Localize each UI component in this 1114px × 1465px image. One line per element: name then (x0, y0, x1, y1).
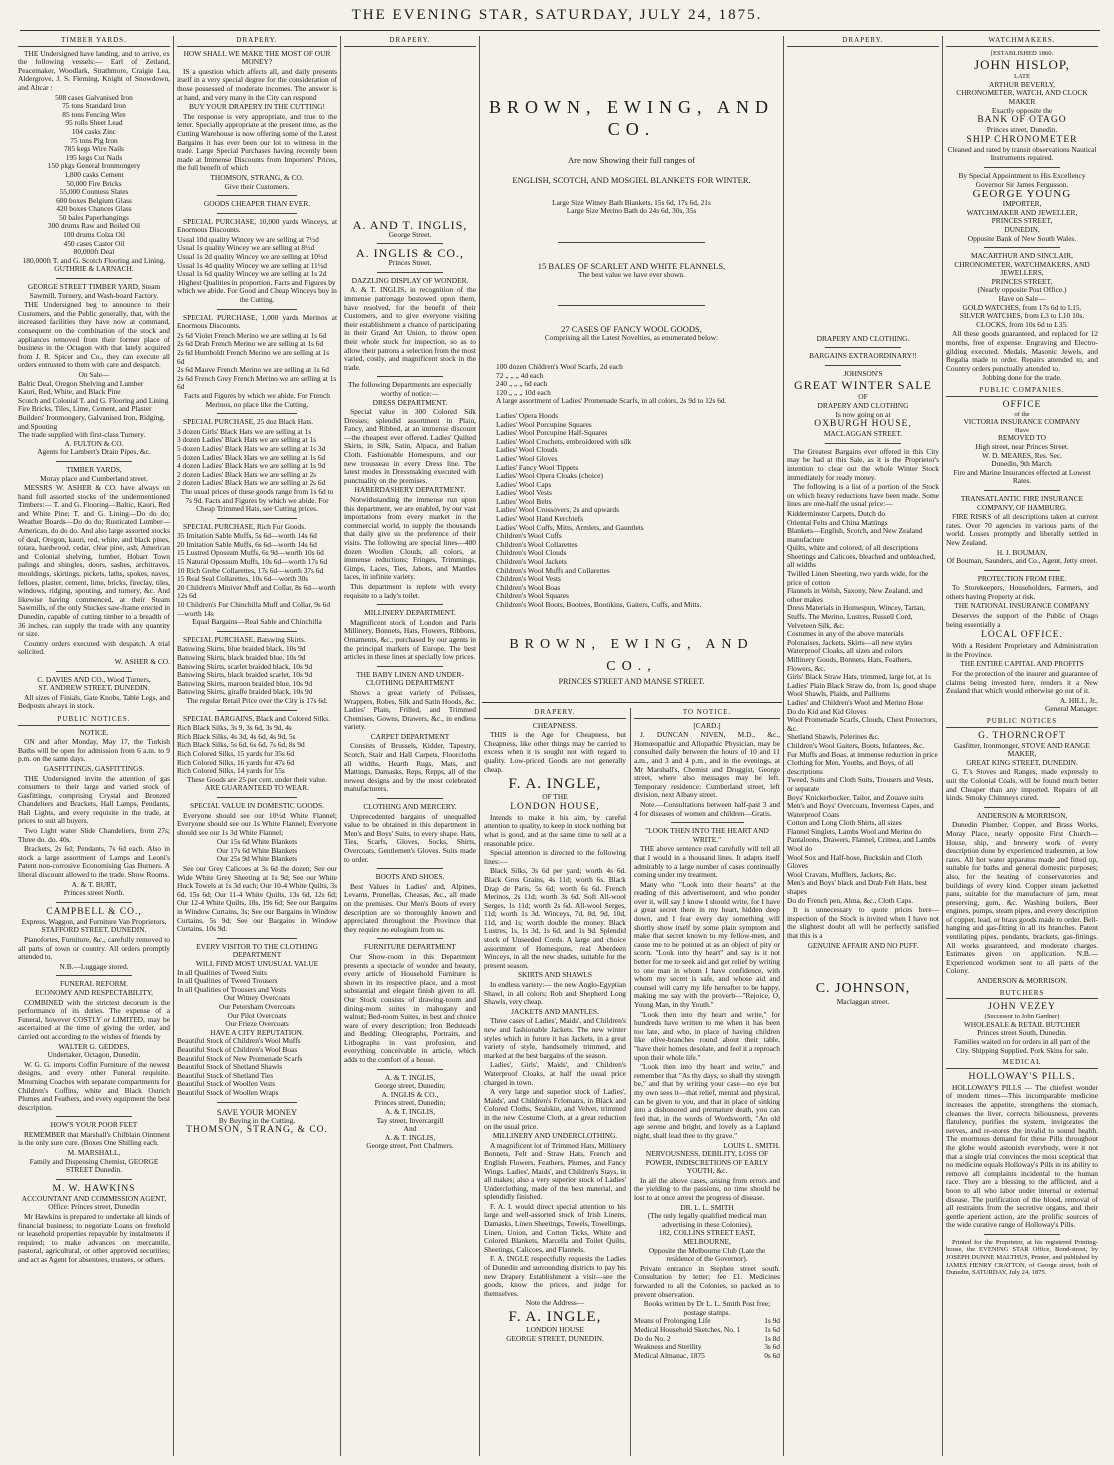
wool-goods-list: Ladies' Opera Hoods Ladies' Wool Porcupine Squares Ladies' Wool Porcupine Half-Squares Ladies' Wool Crochets, embroidered with silk Ladies' Wool Clouds Ladies' Wool Gloves Ladies' Fancy Wool Tippets Ladies' Wool Opera Cloaks (choice) Ladies' Wool Caps Ladies' Wool Vests Ladies' Wool Belts Ladies' Wool Crossovers, 2s and upwards Ladies' Wool Hand Kerchiefs Ladies' Wool Cuffs, Mitts, Armlets, and Gauntlets Children's Wool Cuffs Children's Wool Collarettes Children's Wool Clouds Children's Wool Jackets Children's Wool Muffs and Collarettes Children's Wool Vests Children's Wool Boas Children's Wool Squares Children's Wool Boots, Bootees, Bootikins, Gaiters, Cuffs, and Mitts. (496, 410, 702, 609)
ad-title: SHIP CHRONOMETER (966, 134, 1078, 145)
ad-body: Facts and Figures by which we abide. For French Merinos, no place like the Cutting. (184, 390, 330, 409)
ad-body: These Goods are 25 per cent. under their value. (187, 774, 327, 784)
ad-title: CLOTHING AND MERCERY. (363, 802, 457, 812)
column-watchmakers (946, 36, 1098, 1456)
ad-title: 15 BALES OF SCARLET AND WHITE FLANNELS, (537, 260, 726, 271)
sale-list: Baltic Deal, Oregon Shelving and Lumber Kauri, Red, White, and Black Pine Scotch and Colonial T. and G. Flooring and Lining Fire Bricks, Tiles, Lime, Cement, and Plaster Builders' Ironmongery, Galvanised Iron, Ridging, and Spouting The trade supplied with first-class Turnery. (18, 378, 169, 440)
ad-subline: Exactly opposite the (991, 105, 1053, 115)
advertiser-signature: BROWN, EWING, AND CO., (509, 636, 754, 674)
ad-title: TIMBER YARDS, (66, 464, 122, 474)
advertiser-signature: A. & T. BURT, (71, 879, 117, 889)
ad-body: F. A. I. would direct special attention to his large and well-assorted stock of Irish Linens, Damasks, Linen Sheetings, Towels, Towellings, Linen, Union, and Cotton Ticks, White and Colored Blankets, Marcella and Toilet Quilts, Sheetings, Calicoes, and Flannels. (484, 1201, 626, 1254)
ad-body: This department is replete with every requisite to a lady's toilet. (344, 581, 476, 600)
ad-title: A. AND T. INGLIS, (352, 217, 468, 232)
section-header: DRAPERY. (484, 708, 626, 719)
section-header: WATCHMAKERS. (946, 36, 1098, 47)
ad-title: G. THORNCROFT (978, 730, 1066, 741)
ad-body: The following is a list of a portion of the Stock on which heavy reductions have been made. Some lines are one-half the usual price:— (787, 482, 939, 509)
ad-title: SPECIAL PURCHASE, 25 doz Black Hats. (183, 417, 314, 427)
ad-body: Equal Bargains—Real Sable and Chinchilla (192, 617, 322, 627)
ad-subline: Princes street, Dunedin. (986, 125, 1058, 135)
ad-subline: ARTHUR BEVERLY, (988, 79, 1056, 89)
column-inglis (344, 36, 476, 1456)
ad-body: Our Show-room in this Department presents a spectacle of wonder and beauty, every article of Household Furniture is shown in its respective place, and a most substantial and elegant finish given to all. Our Stock consists of drawing-room and dining-room suites in mahogany and walnut; Bed-room Suites, in best and choice ware of every description; Iron Bedsteads and Bedding; Oleographs, Portraits, and Lithographs in vast profusion, and everything conceivable in article, which adds to the comfort of a house. (344, 951, 476, 1065)
ad-title: SPECIAL VALUE IN DOMESTIC GOODS. (190, 800, 324, 810)
ad-title: M. W. HAWKINS (52, 1183, 136, 1194)
ad-body: The Greatest Bargains ever offered in this City may be had at this Sale, as it is the Proprietor's intention to clear out the whole Winter Stock immediately for ready money. (787, 446, 939, 482)
advertiser-signature: A. & T. INGLIS, (384, 1132, 436, 1142)
ad-subline: Agents for Lambert's Drain Pipes, &c. (37, 447, 151, 457)
ad-body: J. DUNCAN NIVEN, M.D., &c., Homœopathic and Allopathic Physician, may be consulted daily between the hours of 10 and 11 a.m., and 3 and 4 p.m., and in the evenings, at Mr Marshall's, Chemist and Druggist, George street, where also messages may be left. Temporary residence: Cumberland street, left division, next Albany street. (634, 730, 780, 800)
ad-body: Intends to make it his aim, by careful attention to quality, to keep in stock nothing but what is good, and at the same time to sell at a reasonable price. (484, 812, 626, 848)
ad-body: Unprecedented bargains of unequalled value to be obtained in this department in Men's and Boys' Suits, to every shape. Hats, Ties, Scarfs, Gloves, Socks, Shirts, Overcoats, Gentlemen's Gloves. Suits made to order. (344, 811, 476, 864)
stock-list: Kidderminster Carpets, Dutch do Oriental Felts and China Mattings Blankets—English, Scotch, and New Zealand manufacture Quilts, white and colored, of all descriptions Sheetings and Calicoes, bleached and unbleached, all widths Twilled Linen Sheeting, two yards wide, for the price of cotton Flannels in Welsh, Saxony, New Zealand, and other makes Dress Materials in Homespun, Wincey, Tartan, Stuffs. The Merino, Lustres, Russell Cord, Velveteen Silk, &c. Costumes in any of the above materials Polonaises, Jackets, Skirts—all new styles Waterproof Cloaks, all sizes and colors Millinery Goods, Bonnets, Hats, Feathers, Flowers, &c. Girls' Black Straw Hats, trimmed, large lot, at 1s Ladies' Plain Black Straw do, from 1s, good shape Wool Shawls, Plaids, and Palliums Ladies' and Children's Wool and Merino Hose Do do Kid and Kid Gloves Wool Promenade Scarfs, Clouds, Chest Protectors, &c. Shetland Shawls, Pelerines &c. Children's Wool Gaiters, Boots, Infantees, &c. Fur Muffs and Boas, at immense reduction in price Clothing for Men, Youths, and Boys, of all descriptions Tweed, Suits and Cloth Suits, Trousers and Vests, or separate Boys' Knickerbocker, Tailor, and Zouave suits Men's and Boys' Overcoats, Inverness Capes, and Waterproof Coats Cotton and Long Cloth Shirts, all sizes Flannel Singlets, Lambs Wool and Merino do Pantaloons, Drawers, Flannel, Crimea, and Lambs Wool do Wool Sox and Half-hose, Buckskin and Cloth Gloves Wool Cravats, Mufflers, Jackets, &c. Men's and Boys' black and Drab Felt Hats, best shapes Do do French pen, Alma, &c., Cloth Caps. (787, 508, 938, 905)
ad-subline: ECONOMY AND RESPECTABILITY, (35, 987, 153, 997)
ad-body: ON and after Monday, May 17, the Turkish Baths will be open for admission from 6 a.m. to 9 p.m. on the same days. (18, 737, 170, 764)
ad-title: BANK OF OTAGO (977, 115, 1067, 126)
ad-title: CHEAPNESS. (532, 720, 578, 730)
ad-subline: Princes Street. (388, 258, 432, 268)
ad-body: Pianofortes, Furniture, &c., carefully removed to all parts of town or country. All orders promptly attended to. (18, 935, 170, 962)
column-rule (479, 36, 480, 1456)
ad-title: FUNERAL REFORM. (60, 979, 128, 989)
ad-subline: Books written by Dr L. L. Smith Post free; postage stamps. (643, 1299, 771, 1317)
ad-title: HAVE A CITY REPUTATION. (210, 1027, 304, 1037)
column-rule (340, 36, 341, 1456)
ad-title: A. INGLIS & CO., (356, 246, 464, 261)
ad-title: BOOTS AND SHOES. (375, 872, 445, 882)
ad-subline: Jobbing done for the trade. (982, 373, 1062, 383)
ad-subline: LONDON HOUSE (526, 1325, 584, 1334)
price-list: Usual 10d quality Wincey we are selling at 7½d Usual 1s quality Wincey we are selling at 8½d Usual 1s 2d quality Wincey we are selling at 10½d Usual 1s 4d quality Wincey we are selling at 11½d Usual 1s 6d quality Wincey we are selling at 1s 2d (177, 234, 328, 279)
advertiser-signature: A. & T. INGLIS, (384, 1072, 436, 1082)
section-header: DRAPERY. (177, 36, 337, 47)
advertiser-signature: A. FULTON & CO. (64, 438, 124, 448)
price-list: Our 15s 6d White Blankets Our 17s 6d White Blankets Our 25s 9d White Blankets (216, 837, 298, 864)
ad-title: GEORGE YOUNG (972, 188, 1072, 201)
section-rule (482, 702, 782, 703)
column-drapery-cutting (177, 36, 337, 1456)
ad-subline: George Street. (388, 229, 432, 239)
ad-body: Note.—Consultations between half-past 3 and 4 for diseases of women and children—Gratis. (634, 799, 780, 818)
ad-body: All these goods guaranteed, and replaced for 12 months, free of expense. Engraving and Electro-gilding executed. Medals, Masonic Jewels, and Regalia made to order. Repairs attended to, and Country orders punctually attended to. (946, 329, 1098, 373)
ad-title: OXBURGH HOUSE, (814, 419, 912, 430)
advertiser-signature: GUTHRIE & LARNACH. (54, 264, 134, 274)
ad-title: ENGLISH, SCOTCH, AND MOSGIEL BLANKETS FOR WINTER. (512, 174, 751, 185)
ad-body: Families waited on for orders in all part of the City. Shipping Supplied. Pork Skins for sale. (953, 1037, 1091, 1055)
ad-subline: General Manager. (1045, 704, 1098, 714)
ad-subline: Gasfitter, Ironmonger, STOVE AND RANGE MAKER, (954, 740, 1090, 759)
ad-subline: Moray place and Cumberland street. (40, 473, 148, 483)
section-header: PUBLIC NOTICES (946, 717, 1098, 728)
ad-title: NERVOUSNESS, DEBILITY, LOSS OF POWER, INDISCRETIONS OF EARLY YOUTH, &c. (645, 1149, 769, 1176)
ad-subline: 182, COLLINS STREET EAST, MELBOURNE, (658, 1228, 756, 1247)
ad-body: With a Resident Proprietary and Administration in the Province. (946, 641, 1098, 659)
ad-body: Mr Hawkins is prepared to undertake all kinds of financial business; to negotiate Loans on freehold or leasehold properties repayable by instalments if required; to make advances on mercantile, pastoral, agricultural, or other approved securities; and act as Agent for absentees, trustees, or others. (18, 1212, 170, 1264)
scarf-list: 100 dozen Children's Wool Scarfs, 2d each 72 „ „ „ 4d each 240 „ „ „ 6d each 120 „ „ „ 10d each A large assortment of Ladies' Promenade Scarfs, in all colors, 2s 9d to 12s 6d. (496, 361, 727, 406)
advertiser-signature: THOMSON, STRANG, & CO. (186, 1125, 328, 1136)
ad-subline: IMPORTER, (1002, 199, 1042, 209)
ad-subline: STAFFORD STREET, DUNEDIN. (41, 925, 147, 935)
arrival-notice: THE Undersigned have landing, and to arrive, ex the following vessels:— Earl of Zetland, Peacemaker, Woodlark, Strathmore, Craigie Lea, Aldergrove, J. S. Fleming, Knight of Snowdown, and Altcar : (18, 48, 170, 92)
ad-body: In endless variety:— the new Anglo-Egyptian Shawl, in all colors; Rob and Shepherd Long Shawls, very cheap. (484, 980, 626, 1007)
ad-subline: GEORGE STREET, DUNEDIN. (506, 1333, 604, 1343)
ad-body: G. T.'s Stoves and Ranges, made expressly to suit the Colonial Coals, will be found much better and Cheaper than any imported. Repairs of all kinds. Smoky Chimneys cured. (946, 767, 1098, 803)
ad-subline: Tay street, Invercargill (376, 1115, 444, 1125)
ad-body: COMBINED with the strictest decorum is the performance of its duties. The expense of a Funeral, however COSTLY or LIMITED, may be ascertained at the time of giving the order, and carried out according to the wishes of friends by (18, 997, 170, 1041)
price-list: Batswing Skirts, blue braided black, 10s 9d Batswing Skirts, black braided blue, 10s 9d Batswing Skirts, scarlet braided black, 10s 9d Batswing Skirts, black braided scarlet, 10s 9d Batswing Skirts, maroon braided blue, 10s 9d Batswing Skirts, giraffe braided black, 10s 9d (177, 644, 313, 697)
price-list: Beautiful Stock of Children's Wool Muffs Beautiful Stock of Children's Wool Boas Beautiful Stock of New Promenade Scarfs Beautiful Stock of Shetland Shawls Beautiful Stock of Shetland Ties Beautiful Stock of Woollen Vests Beautiful Stock of Woollen Wraps (177, 1036, 303, 1097)
section-header: BUTCHERS (946, 989, 1098, 1000)
ad-subline: Have on Sale— (998, 294, 1046, 304)
ad-subline: LATE (1013, 73, 1031, 81)
ad-subline: PRINCES STREET, (991, 276, 1053, 286)
ad-title: THE NATIONAL INSURANCE COMPANY (954, 601, 1090, 611)
ad-title: BUY YOUR DRAPERY IN THE CUTTING! (189, 102, 325, 112)
ad-body: F. A. INGLE respectfully requests the Ladies of Dunedin and surrounding districts to pay his new Drapery Establishment a visit—see the goods, know the prices, and judge for themselves. (484, 1254, 626, 1298)
ad-subline: Note the Address— (525, 1298, 585, 1308)
ad-body: Fire and Marine Insurances effected at Lowest Rates. (953, 467, 1091, 486)
ad-title: MILLINERY AND UNDERCLOTHING. (492, 1131, 618, 1141)
ad-subline: [ESTABLISHED 1860. (990, 49, 1054, 57)
ad-body: THE Undersigned invite the attention of gas consumers to their large and varied stock of Gasfittings, comprising Crystal and Bronzed Chandeliers and Brackets, Hall Lamps, Pendants, Hall Lights, and every requisite in the trade, at prices to suit all buyers. (18, 773, 170, 826)
advertiser-signature: LOUIS L. SMITH. (723, 1140, 780, 1150)
ad-subline: Are now Showing their full ranges of (567, 155, 695, 165)
ad-subline: Is now going on at (835, 409, 891, 419)
ad-title: TRANSATLANTIC FIRE INSURANCE COMPANY, OF HAMBURG. (960, 493, 1084, 512)
ad-body: Country orders executed with despatch. A trial solicited. (18, 638, 170, 657)
column-timber-yards (18, 36, 170, 1456)
ad-title: THE ENTIRE CAPITAL AND PROFITS (960, 659, 1084, 669)
advertiser-signature: W. ASHER & CO. (114, 656, 170, 666)
ad-subline: Family and Dispensing Chemist, GEORGE STREET Dunedin. (29, 1156, 159, 1175)
price-line: SILVER WATCHES, from L3 to L10 10s. (959, 311, 1085, 321)
ad-title: F. A. INGLE, (508, 1309, 602, 1325)
ad-subline: CHRONOMETER, WATCHMAKERS, AND JEWELLERS, (954, 259, 1090, 278)
ad-subline: Princes street North. (63, 888, 125, 898)
ad-title: WILL FIND MOST UNUSUAL VALUE (195, 959, 319, 968)
ad-body: By Special Appointment to His Excellency Governor Sir James Fergusson. (958, 170, 1086, 189)
ad-subline: Opposite the Melbourne Club (Late the residence of the Governor). (648, 1245, 766, 1264)
ad-subline: MACLAGGAN STREET. (823, 429, 903, 439)
ad-title: SPECIAL PURCHASE, Batswing Skirts. (183, 634, 306, 644)
ad-body: Private entrance in Stephen street south. Consultation by letter; fee £1. Medicines forwarded to all the Colonies, so packed as to prevent observation. (634, 1263, 780, 1299)
ad-body: REMEMBER that Marshall's Chilblain Ointment is the only sure cure. (Boxes One Shilling each. (18, 1129, 170, 1148)
ad-body: Consists of Brussels, Kidder, Tapestry, Scotch, Stair and Hall Carpets, Floorcloths all widths, Hearth Rugs, Mats, and Mattings, Damasks, Reps, Repps, all of the newest designs and by the most celebrated manufacturers. (344, 741, 476, 794)
advertiser-signature: H. J. BOUMAN, (996, 547, 1048, 557)
ad-title: GENUINE AFFAIR AND NO PUFF. (807, 940, 919, 950)
ad-title: C. DAVIES AND CO., Wood Turners, (37, 674, 151, 684)
ad-body: Ladies', Girls', Maids', and Children's Waterproof Cloaks, at half the usual price charged in town. (484, 1060, 626, 1087)
ad-subline: The best value we have ever shown. (578, 269, 685, 279)
column-smith (634, 708, 780, 1456)
ad-body: Everyone should see our 10½d White Flannel; Everyone should see our 1s White Flannel; Everyone should see our 1s 3d White Flannel; (177, 810, 337, 837)
masthead: THE EVENING STAR, SATURDAY, JULY 24, 1875. (351, 7, 763, 23)
ad-subline: ACCOUNTANT AND COMMISSION AGENT, (21, 1193, 167, 1203)
price-line: CLOCKS, from 10s 6d to L35. (976, 319, 1068, 329)
ad-body: To Storekeepers, Householders, Farmers, and others having Property at risk. (946, 583, 1098, 601)
ad-body: Best Values in Ladies' and, Alpines, Levants, Prunellas, Cheasas, &c., all made on the premises. Our Men's Boots of every description are so thoroughly known and appreciated throughout the Province that they require no eulogium from us. (344, 881, 476, 934)
ad-body: A. & T. INGLIS, in recognition of the immense patronage bestowed upon them, have resolved, for the benefit of their Customers, and to give everyone visiting their establishment a chance of participating in their Grand Art Union, to throw open their whole stock for inspection, so as to allow their patrons a selection from the most varied, costly, and magnificent stock in the trade. (344, 285, 476, 372)
ad-body: MESSRS W. ASHER & CO. have always on hand full assorted stocks of the undermentioned Timbers:— T. and G. Flooring—Baltic, Kauri, Red and White Pine; T. and G. Lining—Do do do; Weather Boards—Do do do; Rusticated Lumber—American, do do do. And also large assorted stocks of deal, Oregon, kauri, red, white, and black pines, totara, hardwood, cedar, clear pine, ash, American and Colonial shelving, lumber, Hobart Town palings and shingles, doors, sashes, architraves, mouldings, skirtings, pickets, laths, spokes, naves, felloes, plaster, cement, lime, bricks, fireclay, tiles, windows, ridging, spouting, and turnery, &c. And likewise having commenced, at their Steam Sawmills, of the only Stuckes saw-frame erected in Dunedin, capable of cutting timber to a breadth of 36 inches, can supply the trade with any quantity or size. (18, 483, 170, 639)
price-list: 2s 6d Violet French Merino we are selling at 1s 6d 2s 6d Drab French Merino we are selling at 1s 6d 2s 6d Humboldt French Merino we are selling at 1s 6d 2s 6d Mauve French Merino we are selling at 1s 6d 2s 6d French Grey French Merino we are selling at 1s 6d (177, 330, 337, 392)
ad-title: GASFITTINGS, GASFITTINGS. (43, 763, 145, 773)
ad-title: CAMPBELL & CO., (46, 906, 142, 917)
ad-title: HOW'S YOUR POOR FEET (50, 1120, 138, 1130)
column-rule (783, 36, 784, 1456)
advertiser-signature: DR. L. L. SMITH (680, 1202, 734, 1212)
ad-title: JOHN VEZEY (988, 1002, 1056, 1013)
ad-title: REMOVED TO (998, 433, 1046, 443)
ad-subline: DUNEDIN, (1004, 224, 1040, 234)
ad-title: ARE GUARANTEED TO WEAR. (205, 783, 309, 793)
ad-body: It is unnecessary to quote prices here—inspection of the Stock is invited when I have not the slightest doubt all will be perfectly satisfied that this is a (787, 905, 939, 940)
ad-subhead: On Sale— (78, 369, 110, 379)
price-line: Large Size Witney Bath Blankets, 15s 6d, 17s 6d, 21s (552, 197, 711, 207)
ad-subline: WHOLESALE & RETAIL BUTCHER (963, 1019, 1081, 1029)
ad-title: LOCAL OFFICE. (981, 630, 1063, 641)
ad-subline: (The only legally qualified medical man advertising in these Colonies), (647, 1211, 767, 1229)
ad-subline: Give their Customers. (224, 181, 290, 191)
ad-subline: Have (1015, 426, 1029, 434)
ad-subline: Dunedin, 9th March. (991, 459, 1053, 469)
column-rule (942, 36, 943, 1456)
ad-title: SPECIAL PURCHASE, 10,000 yards Winceys, at Enormous Discounts. (177, 216, 337, 235)
ad-title: DRESS DEPARTMENT. (372, 397, 448, 407)
ad-title: HABERDASHERY DEPARTMENT. (354, 485, 466, 495)
ad-title: BARGAINS EXTRAORDINARY!! (809, 351, 917, 361)
advertiser-signature: A. & T. INGLIS, (384, 1107, 436, 1117)
ad-subline: of the (1014, 410, 1030, 418)
section-header: TO NOTICE. (634, 708, 780, 719)
brown-ewing-ad (484, 36, 779, 691)
ad-body: See our Grey Calicoes at 3s 6d the dozen; See our Wide White Grey Sheeting at 1s 9d; See our White Huck Towels at 1s 3d each; Our 10-4 White Quilts, 3s 6d, 15s 6d; Our 11-4 White Quilts, 13s 6d, 12s 6d; Our 12-4 White Quilts, 18s, 19s 6d; See our Bargains in Window Curtains, 3s; See our Bargains in Window Curtains, 5s 9d; See our Bargains in Window Curtains, 10s 9d. (177, 864, 337, 934)
price-line: Large Size Merino Bath do 24s 6d, 30s, 35s (566, 206, 697, 216)
ad-title: LONDON HOUSE, (510, 801, 600, 812)
ad-title: GOODS CHEAPER THAN EVER. (203, 199, 311, 209)
ad-title: GREAT WINTER SALE (794, 378, 932, 393)
ad-subline: (Nearly opposite Post Office.) (977, 285, 1067, 295)
ad-body: The regular Retail Price over the City is 17s 6d. (186, 695, 328, 705)
ad-title: VICTORIA INSURANCE COMPANY (963, 417, 1081, 427)
ad-subline: Office: Princes street, Dunedin (48, 1202, 140, 1212)
ad-title: THE BABY LINEN AND UNDER-CLOTHING DEPARTMENT (356, 669, 464, 688)
ad-subline: (Successor to John Gardner) (984, 1013, 1060, 1021)
column-rule (173, 36, 174, 1456)
section-header: PUBLIC COMPANIES. (946, 386, 1098, 397)
ad-title: JOHN HISLOP, (974, 57, 1070, 73)
ad-subline: Opposite Bank of New South Wales. (967, 233, 1077, 243)
ad-title: DRAPERY AND CLOTHING (817, 400, 909, 410)
ad-title: SKIRTS AND SHAWLS (517, 970, 593, 980)
book-list: Means of Prolonging Life 1s 9d Medical Household Sketches, No. 1 1s 6d Do do No. 2 1s 8d Weakness and Sterility 3s 6d Medical Almanac, 1875 0s 6d (634, 1316, 780, 1360)
ad-subline: Comprising all the Latest Novelties, as enumerated below: (544, 333, 719, 343)
ad-body: Dunedin Plumber, Copper, and Brass Works, Moray Place, nearly opposite First Church—House, ship, and brewery work of every description done by experienced tradesmen, at low rates. All hot water apparatus made and fitted up, suitable for baths and general domestic purposes; also, for the heating of conservatories and buildings of every kind. Copper steam jacketted pans, suitable for the manufacture of jam, meat preserving, gum, &c. Washing boilers, Beer engines, pumps, steam pipes, and every description of copper, lead, or brass goods made to order. Bell-hanging and gas-fitting in all its branches. Patent ventilating pipes, pendants, brackets, gas-fittings. All works guaranteed, and moderate charges. Estimates given on application. N.B.—Experienced workmen sent to all parts of the Colony. (946, 820, 1098, 976)
ad-subline: And (403, 1124, 417, 1134)
ad-body: THIS is the Age for Cheapness, but Cheapness, like other things may be carried to excess when it is sought not with regard to quality. Low-priced Goods are not generally cheap. (484, 730, 626, 774)
ad-body: A very large and superior stock of Ladies', Maids', and Children's Fclomatrs, in Black and Colored Cloths, Sealskin, and Velvet, trimmed in the new Costume Cloth, at a great reduction on the usual price. (484, 1087, 626, 1131)
ad-subline: ST. ANDREW STREET, DUNEDIN. (38, 683, 150, 693)
ad-subline: GREAT KING STREET, DUNEDIN. (966, 757, 1078, 767)
ad-body: For the protection of the insurer and guarantee of claims being invested here, renders it a New Zealand that which would otherwise go out of it. (946, 669, 1098, 696)
ad-subline: By Buying in the Cutting. (218, 1115, 296, 1125)
advertiser-signature: M. MARSHALL, (67, 1148, 121, 1158)
ad-title: JACKETS AND MANTLES. (511, 1006, 599, 1016)
ad-body: A magnificent lot of Trimmed Hats, Millinery Bonnets, Felt and Straw Hats, French and English Flowers, Feathers, Plumes, and Fancy Wings. Ladies', Maids', and Children's Stays, in all makes; also a very superior stock of Ladies' Underclothing, made of the best material, and splendidly finished. (484, 1140, 626, 1202)
ad-subline: CHRONOMETER, WATCH, AND CLOCK MAKER (956, 88, 1088, 106)
ad-title: BROWN, EWING, AND CO. (489, 97, 774, 139)
section-header: DRAPERY. (787, 36, 939, 47)
ad-body: Special value in 300 Colored Silk Dresses; splendid assortment in Plain, Fancy, and Ribbed, at an immense discount—the cheapest ever offered. Ladies' Quilted Skirts, in Silk, Satin, Alpaca, and Italian Cloth. Fashionable Homespuns, and our new trousseau in every Dress line. The latest modes in Dressmaking executed with punctuality on the premises. (344, 407, 476, 485)
ad-body: HOLLOWAY'S PILLS — The chiefest wonder of modern times—This incomparable medicine increases the appetite, strengthens the stomach, cleanses the liver, corrects biliousness, prevents flatulency, purifies the system, invigorates the nerves, and re-stores the invalid to sound health. The enormous demand for these Pills throughout the globe would astonish everybody, were it not that a single trial convinces the most sceptical that no medicine equals Holloway's Pills in its ability to remove all complaints incidental to the human race. They are a blessing to the afflicted, and a boon to all who labor under internal or external disease. The purification of the blood, removal of all restraints from the secretive organs, and their gentle aperient action, are the prolific sources of the wide curative range of Holloway's Pills. (946, 1082, 1098, 1230)
ad-subline: [CARD.] (693, 720, 721, 730)
ad-title: F. A. INGLE, (508, 776, 602, 793)
ad-subline: OF THE (542, 792, 568, 802)
ad-title: MACARTHUR AND SINCLAIR, (970, 251, 1073, 261)
ad-body: In all the above cases, arising from errors and the yielding to the passions, no time should be lost to at once arrest the progress of disease. (634, 1175, 780, 1203)
ad-body: Magnificent stock of London and Paris Millinery, Bonnets, Hats, Flowers, Ribbons, Ornaments, &c., purchased by our agents in the principal markets of Europe. The best articles in these lines at specially low prices. (344, 617, 476, 662)
ad-title: HOW SHALL WE MAKE THE MOST OF OUR MONEY? (183, 48, 331, 67)
ad-body: The usual prices of these goods range from 1s 6d to 7s 9d. Facts and Figures by which we abide. For Cheap Trimmed Hats, see Cutting prices. (180, 486, 334, 514)
advertiser-signature: A. HILL, Jr., (1059, 695, 1098, 705)
ad-subline: WATCHMAKER AND JEWELLER, (966, 207, 1078, 217)
price-list: 35 Imitation Sable Muffs, 5s 6d—worth 14s 6d 20 Imitation Sable Muffs, 6s 6d—worth 14s 6d 15 Lustred Opossum Muffs, 6s 9d—worth 10s 6d 15 Natural Opossum Muffs, 10s 6d—worth 17s 6d 10 Rich Grebe Collarettes, 17s 6d—worth 37s 6d 15 Real Seal Collarettes, 10s 6d—worth 30s 20 Children's Miniver Muff and Collar, 8s 6d—worth 12s 6d 10 Children's Fur Chinchilla Muff and Collar, 9s 6d—worth 14s (177, 531, 336, 618)
advertiser-signature: ANDERSON & MORRISON. (976, 976, 1068, 986)
ad-subline: PRINCES STREET AND MANSE STREET. (558, 676, 705, 686)
ad-title: SPECIAL PURCHASE, 1,000 yards Merinos at Enormous Discounts. (177, 312, 337, 331)
ad-title: ANDERSON & MORRISON, (976, 810, 1068, 820)
section-header: TIMBER YARDS. (18, 36, 170, 47)
ad-title: "LOOK THEN INTO THE HEART AND WRITE." (645, 826, 769, 844)
price-line: GOLD WATCHES, from 17s 6d to L15. (962, 302, 1082, 312)
ad-body: IS a question which affects all, and daily presents itself in a very special degree for the consideration of those possessed of moderate incomes. The answer is at hand, and very many in the City can respond (177, 66, 337, 102)
ad-body: Highest Qualities in proportion. Facts and Figures by which we abide. For Good and Cheap Winceys buy in the Cutting. (177, 277, 337, 305)
ad-title: SPECIAL BARGAINS, Black and Colored Silks. (183, 713, 330, 723)
advertiser-signature: W. D. MEARES, Res. Sec. (982, 450, 1062, 460)
price-list: In all Qualities of Tweed Suits In all Qualities of Tweed Trousers In all Qualities of Trousers and Vests (177, 967, 287, 994)
ad-subline: N.B.—Luggage stored. (59, 961, 129, 971)
ad-body: Deserves the support of the Public of Otago being essentially a (946, 611, 1098, 629)
ad-title: EVERY VISITOR TO THE CLOTHING DEPARTMENT (196, 941, 318, 960)
column-ingle (484, 708, 626, 1456)
ad-subline: Of Bouman, Saunders, and Co., Agent, Jetty street. (946, 556, 1098, 566)
ad-subline: PRINCES STREET, (991, 216, 1053, 226)
ad-body: All sizes of Finials, Gate Knobs, Table Legs, and Bedposts always in stock. (18, 692, 170, 711)
ad-title: NOTICE. (79, 727, 109, 737)
ad-title: GEORGE STREET TIMBER YARD, Steam Sawmill, Turnery, and Wash-board Factory. (27, 282, 161, 300)
column-johnson (787, 36, 939, 1456)
ad-subline: High street, near Princes Street. (975, 441, 1069, 451)
ad-body: W. G. G. imports Coffin Furniture of the newest designs, and every other Funeral requisite. Mourning Coaches with separate compartments for Children's Coffins, white and Black Ostrich Plumes and Feathers, and every equipment the best description. (18, 1059, 170, 1112)
ad-title: PROTECTION FROM FIRE. (977, 573, 1067, 583)
price-list: Our Witney Overcoats Our Petersham Overcoats Our Pilot Overcoats Our Frieze Overcoats (219, 993, 295, 1029)
price-list: Rich Black Silks, 3s 9, 3s 6d, 3s 9d, 4s Rich Black Silks, 4s 3d, 4s 6d, 4s 9d, 5s Rich Black Silks, 5s 6d, 6s 6d, 7s 6d, 8s 9d Rich Colored Silks, 15 yards for 35s 6d Rich Colored Silks, 16 yards for 47s 6d Rich Colored Silks, 14 yards for 55s (177, 723, 305, 776)
ad-body: Notwithstanding the immense run upon this department, we are enabled, by our vast importations from every market in the commercial world, to supply the thousands that daily give us the preference of their visits. The following are special lines—400 dozen Woollen Clouds, all colors, at immense reductions; Fringes, Trimmings, Gimps, Laces, Ties, Jabots, and Mantles laces, in infinite variety. (344, 495, 476, 582)
ad-title: CARPET DEPARTMENT (370, 731, 450, 741)
ad-body: Brackets, 2s 6d; Pendants, 7s 6d each. Also in stock a large assortment of Lamps and Leoni's Patent non-corrosive Economising Gas Burners. A liberal discount allowed to the trade. Show Rooms. (18, 844, 170, 880)
ad-subline: JOHNSON'S (843, 368, 883, 378)
advertiser-signature: A. INGLIS & CO., (381, 1089, 439, 1099)
ad-body: THE Undersigned beg to announce to their Customers, and the Public generally, that, with the increased facilities they have now at command, consequent on the combination of the stock and appliances removed from their former place of business in the Octagon with that lately acquired from J. R. Spicer and Co., they can execute all orders entrusted to them with care and despatch. (18, 300, 170, 370)
ad-subline: Maclaggan street. (836, 997, 890, 1007)
ad-body: Two Light water Slide Chandeliers, from 27s; Three do. do. 40s. (18, 826, 170, 844)
ad-subline: George street, Port Chalmers. (366, 1141, 454, 1151)
ad-subline: Princes street, Dunedin; (374, 1098, 446, 1108)
ad-body: Black Silks, 3s 6d per yard; worth 4s 6d. Black Gros Grains, 4s 11d; worth 6s. Black Drap de Paris, 5s 6d; worth 6s 6d. French Merinos, 2s 11d; worth 3s 6d. Soft All-wool Serges, 1s 11d; worth 2s 6d. All-wool Serges, 11d; worth 1s 3d. Winceys, 7d, 8d, 9d, 10d, 11d, and 1s; worth double the money. Black Lustres, 1s, 1s 3d, 1s 6d, and 1s 9d. Splendid stock of Unseeded Cords. A large and choice assortment of Homespuns, real Aberdeen Winceys, in all the new shades, suitable for the present season. (484, 866, 626, 970)
advertiser-signature: C. JOHNSON, (815, 981, 911, 997)
ad-subline: Express, Waggon, and Furniture Van Proprietors, (21, 916, 167, 926)
section-header: DRAPERY. (344, 36, 476, 47)
ad-title: OFFICE (1002, 399, 1042, 410)
ad-title: 27 CASES OF FANCY WOOL GOODS, (561, 324, 702, 335)
ad-body: The following Departments are especially worthy of notice:— (348, 380, 472, 398)
ad-body: THE above sentence read carefully will tell all that I would in a thousand lines. It adapts itself admirably to a large number of cases continually coming under my treatment. (634, 844, 780, 880)
column-rule (630, 708, 631, 1456)
ad-body: Three cases of Ladies', Maids', and Children's new and fashionable Jackets. The new winter styles which in future it has Jackets, in a great variety of style, handsomely trimmed, and marked at the best bargains of the season. (484, 1016, 626, 1060)
ad-title: SAVE YOUR MONEY (216, 1106, 298, 1117)
ad-subline: OF (858, 392, 868, 402)
ad-body: Shows a great variety of Pelisses, Wrappers, Robes, Silk and Satin Hoods, &c. Ladies' Plain, Frilled, and Trimmed Chemises, Gowns, Drawers, &c., in endless variety. (344, 687, 476, 732)
ad-body: Cleaned and rated by transit observations Nautical Instruments repaired. (947, 144, 1097, 163)
advertiser-signature: THOMSON, STRANG, & CO. (210, 172, 304, 182)
ad-body: The response is very appropriate, and true to the letter. Specially appropriate at the present time, as the Cutting Warehouse is now offering some of the Latest Bargains it has ever been our lot to witness in the trade. Large Special Purchases having recently been made at Immense Discounts from Importers' Prices, the full benefit of which (177, 111, 337, 173)
section-header: PUBLIC NOTICES. (18, 715, 170, 726)
ad-title: SPECIAL PURCHASE, Rich Fur Goods. (183, 521, 306, 531)
price-list: 3 dozen Girls' Black Hats we are selling at 1s 3 dozen Ladies' Black Hats we are selling at 1s 5 dozen Ladies' Black Hats we are selling at 1s 3d 5 dozen Ladies' Black Hats we are selling at 1s 6d 4 dozen Ladies' Black Hats we are selling at 1s 9d 2 dozen Ladies' Black Hats we are selling at 2s 2 dozen Ladies' Black Hats we are selling at 2s 6d (177, 426, 326, 488)
masthead-rule (20, 30, 1100, 31)
goods-list: 508 cases Galvanised Iron 75 tons Standard Iron 85 tons Fencing Wire 95 rolls Sheet Lead 104 casks Zinc 75 tons Pig Iron 785 kegs Wire Nails 195 kegs Cut Nails 150 pkgs General Ironmongery 1,800 casks Cement 50,000 Fire Bricks 55,000 Countess Slates 600 boxes Belgium Glass 420 boxes Chances Glass 50 bales Paperhangings 300 drums Raw and Boiled Oil 100 drums Colza Oil 450 cases Castor Oil 80,000ft Deal 180,000ft T. and G. Scotch Flooring and Lining. (22, 92, 166, 265)
ad-body: Many who "Look into their hearts" at the reading of this advertisement, and who ponder over it, will say I know I should write, for I have a great secret there in my heart, hidden deep down, and I fear every day something will shortly show itself by some plain symptom and make that secret known to my fellow-men, and cause me to be pointed at as an object of pity or scorn. "Look into thy heart" and say is it not better for me to seek aid and get relief by writing to one man in whom I have confidence, with whom my secret is safe, and whose aid and counsel will carry my life hereafter to be happy, making me say with the proverb—"Rejoice, O, Young Man, in thy Youth." (634, 879, 780, 1009)
ad-subline: Undertaker, Octagon, Dunedin. (47, 1050, 141, 1060)
advertiser-signature: WALTER G. GEDDES, (58, 1041, 130, 1051)
ad-title: HOLLOWAY'S PILLS. (968, 1071, 1076, 1082)
ad-subline: George street, Dunedin; (374, 1081, 446, 1091)
ad-body: "Look then into thy heart and write," for hundreds have written to me when it has been too late, and who, in place of having children like olive-branches round about their table, "have their homes desolate, and feel it a reproach upon their whole life." (634, 1009, 780, 1062)
ad-title: MILLINERY DEPARTMENT. (364, 608, 456, 618)
section-header: MEDICAL (946, 1058, 1098, 1069)
printer-imprint: Printed for the Proprietor, at his registered Printing-house, the EVENING STAR Office, Bond-street, by JOSEPH DUNNE MALTHUS, Printer, and published by JAMES HENRY CRATTON, of George street, both of Dunedin, SATURDAY, July 24, 1875. (946, 1238, 1098, 1277)
ad-body: FIRE RISKS of all descriptions taken at current rates. Over 70 agencies in various parts of the world. Losses promptly and liberally settled in New Zealand. (946, 512, 1098, 547)
ad-body: Special attention is directed to the following lines:— (484, 848, 626, 866)
ad-subline: Princes street South, Dunedin. (977, 1028, 1067, 1038)
ad-title: DRAPERY AND CLOTHING. (816, 333, 910, 343)
ad-body: "Look then into thy heart and write," and remember that "As thy days, so shall thy strength be," and that by writing your case—no eye but my own sees it—that relief, mental and physical, can be given to you, and that in place of sinking into a dishonored and premature death, you can feel that, in the words of Wordsworth, "An old age serene and bright, and lovely as a Lapland night, shall lead thee to thy grave." (634, 1062, 780, 1140)
ad-title: DAZZLING DISPLAY OF WONDER. (351, 275, 469, 285)
ad-title: FURNITURE DEPARTMENT (364, 942, 456, 952)
